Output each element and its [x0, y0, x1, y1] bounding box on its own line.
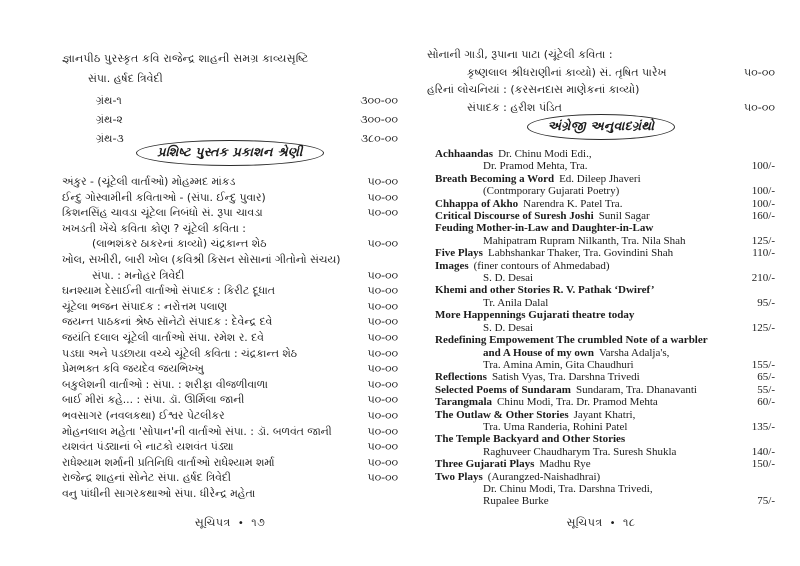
book-entry-row	[62, 486, 398, 502]
book-entry-text: ખખડતી ખેંચે કવિતા કોણ ? ચૂંટેલી કવિતા :	[62, 221, 246, 235]
book-entry-text: હરિનાં લોચનિયાં : (કરસનદાસ માણેકનાં કાવ્યો)	[427, 83, 640, 96]
translation-entry-title: More Happennings Gujarati theatre today	[435, 309, 635, 322]
translation-entry-detail: Dr. Chinu Modi, Tra. Darshna Trivedi,	[483, 482, 653, 495]
book-entry-row	[62, 361, 398, 377]
translation-entry-row	[435, 185, 775, 197]
translation-entry-row	[435, 322, 775, 334]
book-entry-text: ચૂંટેલા ભજન સંપાદક : નરોત્તમ પલાણ	[62, 299, 227, 313]
book-entry-row	[62, 455, 398, 471]
translation-entry-price: 75/-	[757, 495, 775, 508]
translation-entry-text	[483, 359, 744, 371]
translation-entry-detail: S. D. Desai	[483, 321, 534, 334]
book-entry-text: અંકુર - (ચૂંટેલી વાર્તાઓ) મોહમ્મદ માંકડ	[62, 175, 236, 188]
right-footer-bullet-icon: •	[609, 518, 617, 529]
book-entry-price: ૫૦-૦૦	[367, 315, 398, 329]
book-entry-row	[62, 190, 398, 206]
english-translation-list	[435, 148, 775, 508]
translation-entry-text	[483, 235, 744, 247]
translation-entry-row	[435, 495, 775, 507]
book-entry-row	[62, 439, 398, 455]
volume-label: ગ્રંથ-૧	[96, 94, 122, 107]
book-entry-price: ૫૦-૦૦	[367, 268, 398, 282]
translation-entry-title: Redefining Empowement The crumbled Note of a warbler	[435, 334, 708, 347]
book-entry-text: મોહનલાલ મહેતા 'સોપાન'ની વાર્તાઓ સંપા. : ડૉ. બળવંત જાની	[62, 424, 332, 438]
translation-entry-detail: Mahipatram Rupram Nilkanth, Tra. Nila Shah	[483, 234, 686, 247]
translation-entry-detail: Sunil Sagar	[598, 210, 650, 223]
book-entry-row	[62, 299, 398, 315]
book-entry-price: ૫૦-૦૦	[367, 175, 398, 188]
translation-entry-detail: Dr. Chinu Modi Edi.,	[498, 148, 592, 160]
book-entry-row	[62, 470, 398, 486]
book-entry-price: ૫૦-૦૦	[743, 100, 775, 114]
translation-entry-text	[435, 384, 749, 396]
book-entry-row	[62, 346, 398, 362]
left-section-heading-wrap	[62, 140, 398, 166]
translation-entry-text	[435, 260, 767, 272]
translation-entry-detail: Jayant Khatri,	[573, 408, 636, 421]
book-entry-text: સંપાદક : હરીશ પંડિત	[467, 100, 562, 114]
volume-price: ૩૦૦-૦૦	[360, 113, 398, 126]
book-entry-price: ૫૦-૦૦	[367, 393, 398, 407]
book-entry-row	[427, 81, 775, 99]
translation-entry-title: Selected Poems of Sundaram	[435, 383, 571, 396]
translation-entry-row	[435, 471, 775, 483]
volume-row	[96, 91, 398, 110]
translation-entry-row	[435, 260, 775, 272]
translation-entry-detail: Madhu Rye	[539, 458, 591, 471]
translation-entry-text	[483, 421, 744, 433]
book-entry-price: ૫૦-૦૦	[367, 237, 398, 251]
left-footer-page-number: ૧૭	[251, 516, 266, 529]
translation-entry-text	[435, 198, 744, 210]
book-entry-text: યશવંત પંડ્યાનાં બે નાટકો યશવંત પંડ્યા	[62, 440, 234, 454]
translation-entry-title: Three Gujarati Plays	[435, 458, 535, 471]
translation-entry-text	[435, 458, 744, 470]
right-section-heading-label: અંગ્રેજી અનુવાદગ્રંથો	[547, 118, 655, 133]
volume-price: ૩૦૦-૦૦	[360, 94, 398, 107]
book-entry-row	[62, 221, 398, 237]
translation-entry-row	[435, 222, 775, 234]
book-entry-price: ૫૦-૦૦	[367, 471, 398, 485]
translation-entry-detail: Narendra K. Patel Tra.	[523, 197, 623, 210]
right-footer-label: સૂચિપત્ર	[566, 516, 603, 529]
book-entry-row	[62, 174, 398, 190]
translation-entry-price: 100/-	[751, 185, 775, 198]
translation-entry-row	[435, 334, 775, 346]
translation-entry-title: Five Plays	[435, 247, 483, 260]
book-entry-row	[62, 252, 398, 268]
translation-entry-detail: (finer contours of Ahmedabad)	[473, 259, 610, 272]
left-section-heading-oval	[136, 140, 323, 166]
translation-entry-text	[483, 322, 744, 334]
book-entry-price: ૫૦-૦૦	[743, 65, 775, 79]
translation-entry-row	[435, 409, 775, 421]
translation-entry-price: 60/-	[757, 396, 775, 409]
book-entry-price: ૫૦-૦૦	[367, 346, 398, 360]
translation-entry-title: Khemi and other Stories R. V. Pathak ‘Dwiref’	[435, 284, 655, 297]
left-page-footer	[62, 516, 398, 530]
translation-entry-row	[435, 160, 775, 172]
translation-entry-text	[435, 396, 749, 408]
translation-entry-text	[435, 222, 767, 234]
book-entry-text: ખોલ, સખીરી, બારી ખોલ (કવિશ્રી કિસન સોસાનાં ગીતોનો સંચય)	[62, 252, 341, 266]
left-header-block	[62, 52, 398, 148]
translation-entry-row	[435, 359, 775, 371]
translation-entry-row	[435, 396, 775, 408]
right-footer-page-number: ૧૮	[623, 516, 636, 529]
translation-entry-text	[435, 173, 767, 185]
book-entry-text: ભવસાગર (નવલકથા) ઈશ્વર પેટલીકર	[62, 408, 225, 422]
book-entry-row	[62, 392, 398, 408]
translation-entry-price: 125/-	[751, 234, 775, 247]
book-entry-text: પ્રેમભક્ત કવિ જયદેવ જયભિખ્ખુ	[62, 362, 204, 376]
translation-entry-text	[435, 409, 767, 421]
left-header-editor: સંપા. હર્ષદ ત્રિવેદી	[88, 72, 163, 85]
translation-entry-text	[483, 495, 749, 507]
left-section-heading-label: પ્રશિષ્ટ પુસ્તક પ્રકાશન શ્રેણી	[157, 144, 303, 159]
translation-entry-detail: Dr. Pramod Mehta, Tra.	[483, 160, 588, 173]
translation-entry-price: 160/-	[751, 210, 775, 223]
translation-entry-detail: S. D. Desai	[483, 272, 534, 285]
translation-entry-price: 55/-	[757, 383, 775, 396]
book-entry-text: જયંતિ દલાલ ચૂંટેલી વાર્તાઓ સંપા. રમેશ ર. દવે	[62, 330, 264, 344]
volume-label: ગ્રંથ-૨	[96, 113, 123, 126]
translation-entry-title: Critical Discourse of Suresh Joshi	[435, 210, 594, 223]
book-entry-price: ૫૦-૦૦	[367, 424, 398, 438]
book-entry-text: વનુ પાંધીની સાગરકથાઓ સંપા. ધીરેન્દ્ર મહેતા	[62, 486, 256, 500]
translation-entry-detail: (Contmporary Gujarati Poetry)	[483, 185, 620, 198]
left-header-title: જ્ઞાનપીઠ પુરસ્કૃત કવિ રાજેન્દ્ર શાહની સમગ્ર કાવ્યસૃષ્ટિ	[62, 52, 309, 65]
translation-entry-title: The Outlaw & Other Stories	[435, 408, 569, 421]
translation-entry-row	[435, 458, 775, 470]
translation-entry-row	[435, 148, 775, 160]
right-section-heading-oval	[527, 114, 676, 140]
translation-entry-title: Tarangmala	[435, 396, 493, 409]
book-entry-text: (લાભશંકર ઠાકરનાં કાવ્યો) ચંદ્રકાન્ત શેઠ	[92, 237, 267, 251]
translation-entry-text	[435, 247, 744, 259]
translation-entry-detail: Sundaram, Tra. Dhanavanti	[575, 383, 697, 396]
translation-entry-text	[483, 297, 749, 309]
translation-entry-detail: Raghuveer Chaudharym Tra. Suresh Shukla	[483, 445, 677, 458]
left-footer-label: સૂચિપત્ર	[194, 516, 231, 529]
book-entry-text: કૃષ્ણલાલ શ્રીધરાણીનાં કાવ્યો) સં. તૃષિત પારેખ	[467, 65, 667, 79]
book-entry-price: ૫૦-૦૦	[367, 330, 398, 344]
book-entry-price: ૫૦-૦૦	[367, 377, 398, 391]
translation-entry-price: 210/-	[751, 272, 775, 285]
translation-entry-price: 100/-	[751, 197, 775, 210]
translation-entry-row	[435, 173, 775, 185]
translation-entry-row	[435, 284, 775, 296]
translation-entry-row	[435, 446, 775, 458]
book-entry-price: ૫૦-૦૦	[367, 206, 398, 220]
book-entry-row	[62, 283, 398, 299]
translation-entry-text	[483, 185, 744, 197]
translation-entry-text	[435, 210, 744, 222]
translation-entry-text	[483, 483, 767, 495]
book-entry-price: ૫૦-૦૦	[367, 284, 398, 298]
translation-entry-price: 95/-	[757, 296, 775, 309]
book-entry-price: ૫૦-૦૦	[367, 190, 398, 204]
volume-price: ૩૮૦-૦૦	[360, 132, 398, 145]
right-gujarati-list	[427, 46, 775, 116]
translation-entry-detail: Rupalee Burke	[483, 495, 549, 508]
book-entry-text: જયન્ત પાઠકનાં શ્રેષ્ઠ સૉનેટો સંપાદક : દેવેન્દ્ર દવે	[62, 315, 273, 329]
translation-entry-row	[435, 309, 775, 321]
translation-entry-detail: Tra. Uma Randeria, Rohini Patel	[483, 420, 628, 433]
book-entry-price: ૫૦-૦૦	[367, 440, 398, 454]
translation-entry-row	[435, 421, 775, 433]
translation-entry-title: Images	[435, 259, 469, 272]
book-entry-text: ઘનશ્યામ દેસાઈની વાર્તાઓ સંપાદક : કિરીટ દૂધાત	[62, 284, 275, 298]
translation-entry-text	[435, 433, 767, 445]
translation-entry-text	[435, 371, 749, 383]
book-entry-row	[427, 64, 775, 82]
book-entry-row	[427, 46, 775, 64]
translation-entry-text	[435, 284, 767, 296]
translation-entry-title: Feuding Mother-in-Law and Daughter-in-Law	[435, 222, 654, 235]
translation-entry-row	[435, 297, 775, 309]
translation-entry-price: 125/-	[751, 321, 775, 334]
book-entry-text: રાધેશ્યામ શર્માની પ્રતિનિધિ વાર્તાઓ રાધેશ્યામ શર્મા	[62, 455, 275, 469]
translation-entry-text	[435, 471, 767, 483]
book-entry-price: ૫૦-૦૦	[367, 362, 398, 376]
book-entry-text: ઈન્દુ ગોસ્વામીની કવિતાઓ - (સંપા. ઈન્દુ પુવાર)	[62, 190, 266, 204]
translation-entry-detail: Tr. Anila Dalal	[483, 296, 549, 309]
book-entry-row	[62, 330, 398, 346]
book-entry-row	[62, 205, 398, 221]
book-entry-text: પડઘા અને પડછાયા વચ્ચે ચૂંટેલી કવિતા : ચંદ્રકાન્ત શેઠ	[62, 346, 297, 360]
book-entry-row	[62, 314, 398, 330]
book-entry-price: ૫૦-૦૦	[367, 455, 398, 469]
book-entry-row	[62, 424, 398, 440]
translation-entry-text	[483, 446, 744, 458]
translation-entry-text	[435, 334, 767, 346]
translation-entry-row	[435, 433, 775, 445]
translation-entry-detail: (Aurangzed-Naishadhrai)	[487, 470, 601, 483]
translation-entry-price: 150/-	[751, 458, 775, 471]
book-entry-row	[62, 268, 398, 284]
translation-entry-price: 65/-	[757, 371, 775, 384]
book-entry-row	[62, 408, 398, 424]
book-entry-text: રાજેન્દ્ર શાહનાં સોનેટ સંપા. હર્ષદ ત્રિવેદી	[62, 471, 232, 485]
book-entry-text: કિશનસિંહ ચાવડા ચૂંટેલા નિબંધો સં. રૂપા ચાવડા	[62, 206, 263, 220]
volume-row	[96, 110, 398, 129]
book-entry-text: બાઈ મીરાં કહે... : સંપા. ડૉ. ઊર્મિલા જાની	[62, 393, 245, 407]
volume-label: ગ્રંથ-૩	[96, 132, 124, 145]
translation-entry-title: The Temple Backyard and Other Stories	[435, 433, 626, 446]
translation-entry-detail: Labhshankar Thaker, Tra. Govindini Shah	[487, 247, 674, 260]
translation-entry-price: 110/-	[752, 247, 775, 260]
translation-entry-row	[435, 235, 775, 247]
translation-entry-title: Chhappa of Akho	[435, 197, 519, 210]
translation-entry-title: and A House of my own	[483, 346, 594, 359]
translation-entry-text	[435, 148, 767, 160]
translation-entry-row	[435, 198, 775, 210]
translation-entry-price: 135/-	[751, 420, 775, 433]
book-entry-row	[62, 236, 398, 252]
translation-entry-row	[435, 210, 775, 222]
book-entry-price: ૫૦-૦૦	[367, 408, 398, 422]
translation-entry-text	[435, 309, 767, 321]
translation-entry-text	[483, 160, 744, 172]
book-entry-text: સંપા. : મનોહર ત્રિવેદી	[92, 268, 185, 282]
translation-entry-detail: Varsha Adalja's,	[598, 346, 670, 359]
translation-entry-text	[483, 272, 744, 284]
right-page-footer	[427, 516, 775, 530]
translation-entry-row	[435, 384, 775, 396]
translation-entry-detail: Tra. Amina Amin, Gita Chaudhuri	[483, 358, 634, 371]
left-footer-bullet-icon: •	[237, 518, 245, 529]
book-entry-text: સોનાની ગાડી, રૂપાના પાટા (ચૂંટેલી કવિતા :	[427, 48, 613, 61]
translation-entry-detail: Chinu Modi, Tra. Dr. Pramod Mehta	[497, 396, 658, 409]
translation-entry-price: 100/-	[751, 160, 775, 173]
book-entry-price: ૫૦-૦૦	[367, 299, 398, 313]
book-entry-row	[62, 377, 398, 393]
translation-entry-detail: Ed. Dileep Jhaveri	[559, 172, 641, 185]
translation-entry-detail: Satish Vyas, Tra. Darshna Trivedi	[491, 371, 640, 384]
translation-entry-title: Two Plays	[435, 470, 483, 483]
translation-entry-price: 140/-	[751, 445, 775, 458]
translation-entry-title: Achhaandas	[435, 148, 494, 160]
translation-entry-row	[435, 247, 775, 259]
translation-entry-price: 155/-	[751, 358, 775, 371]
right-section-heading-wrap	[427, 114, 775, 140]
translation-entry-row	[435, 483, 775, 495]
translation-entry-row	[435, 272, 775, 284]
translation-entry-title: Breath Becoming a Word	[435, 172, 555, 185]
left-book-list	[62, 174, 398, 501]
translation-entry-row	[435, 371, 775, 383]
book-entry-text: બકુલેશની વાર્તાઓ : સંપા. : શરીફા વીજળીવાળા	[62, 377, 268, 391]
translation-entry-row	[435, 347, 775, 359]
translation-entry-text	[483, 347, 767, 359]
translation-entry-title: Reflections	[435, 371, 487, 384]
